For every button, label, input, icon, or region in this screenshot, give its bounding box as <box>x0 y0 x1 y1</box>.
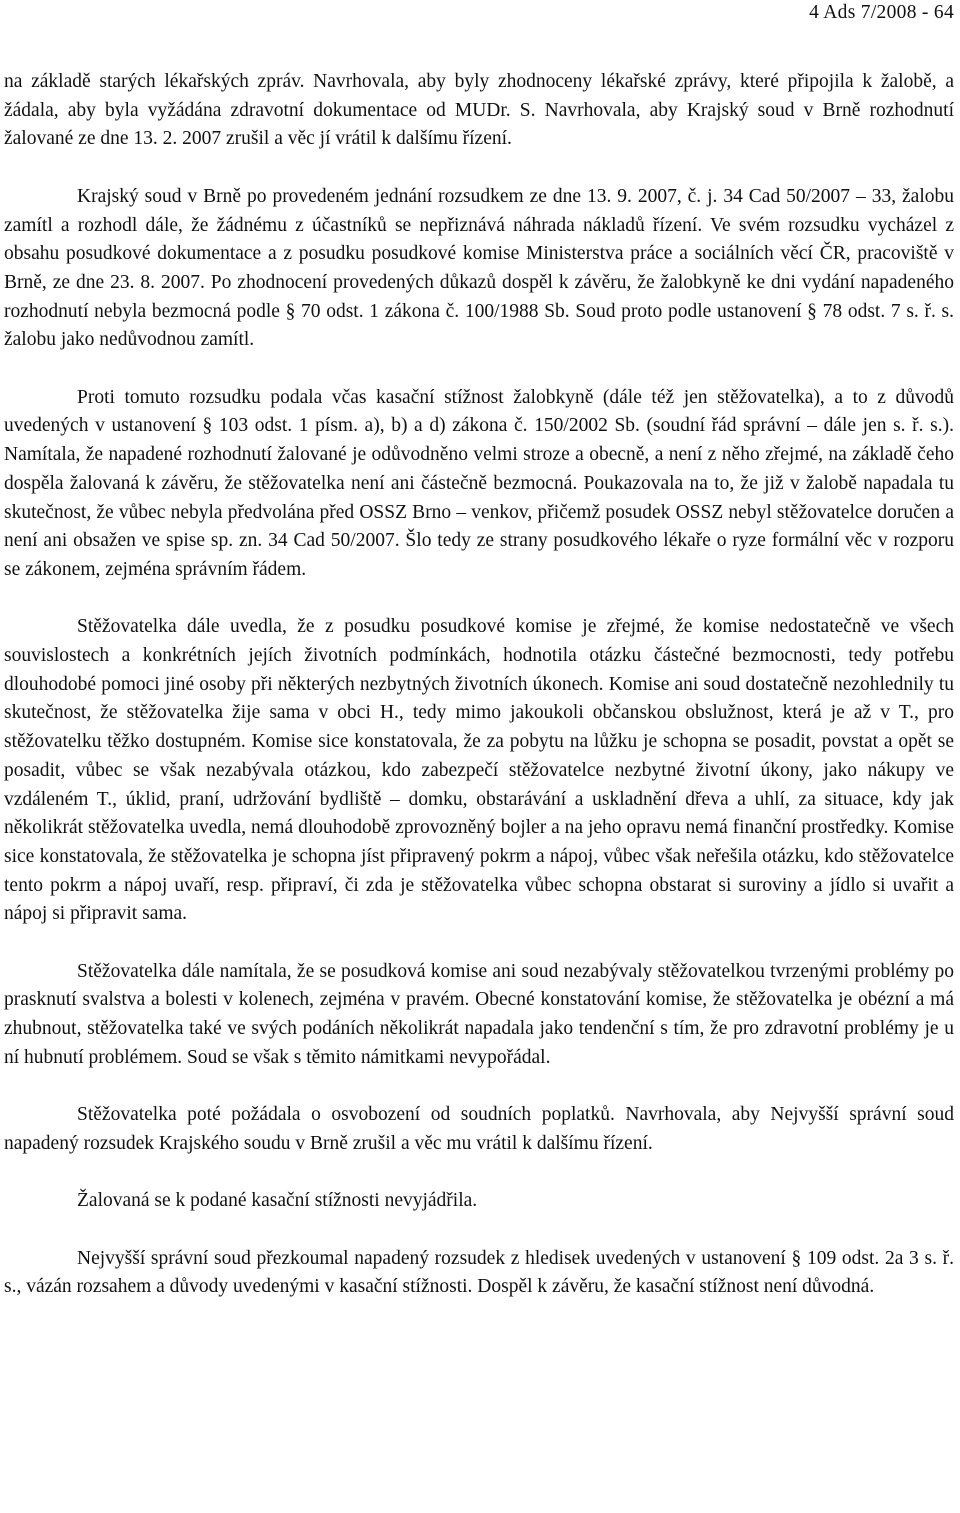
paragraph-8: Nejvyšší správní soud přezkoumal napadený rozsudek z hledisek uvedených v ustanovení § 109 odst. 2a 3 s. ř. s., vázán rozsahem a důvody uvedenými v kasační stížnosti. Dospěl k závěru, že kasační stížnost není důvodná. <box>4 1247 954 1298</box>
case-number-header: 4 Ads 7/2008 - 64 <box>809 2 954 23</box>
paragraph-1: na základě starých lékařských zpráv. Navrhovala, aby byly zhodnoceny lékařské zprávy, které připojila k žalobě, a žádala, aby byla vyžádána zdravotní dokumentace od MUDr. S. Navrhovala, aby Krajský soud v Brně rozhodnutí žalované ze dne 13. 2. 2007 zrušil a věc jí vrátil k dalšímu řízení. <box>4 71 954 150</box>
paragraph-6: Stěžovatelka poté požádala o osvobození od soudních poplatků. Navrhovala, aby Nejvyšší správní soud napadený rozsudek Krajského soudu v Brně zrušil a věc mu vrátil k dalšímu řízení. <box>4 1104 954 1154</box>
paragraph-2: Krajský soud v Brně po provedeném jednání rozsudkem ze dne 13. 9. 2007, č. j. 34 Cad 50/2007 – 33, žalobu zamítl a rozhodl dále, že žádnému z účastníků se nepřiznává náhrada nákladů řízení. Ve svém rozsudku vycházel z obsahu posudkové dokumentace a z posudku posudkové komise Ministerstva práce a sociálních věcí ČR, pracoviště v Brně, ze dne 23. 8. 2007. Po zhodnocení provedených důkazů dospěl k závěru, že žalobkyně ke dni vydání napadeného rozhodnutí nebyla bezmocná podle § 70 odst. 1 zákona č. 100/1988 Sb. Soud proto podle ustanovení § 78 odst. 7 s. ř. s. žalobu jako nedůvodnou zamítl. <box>4 185 954 351</box>
paragraph-5: Stěžovatelka dále namítala, že se posudková komise ani soud nezabývaly stěžovatelkou tvrzenými problémy po prasknutí svalstva a bolesti v kolenech, zejména v pravém. Obecné konstatování komise, že stěžovatelka je obézní a má zhubnout, stěžovatelka také ve svých podáních několikrát napadala jako tendenční s tím, že pro zdravotní problémy je u ní hubnutí problémem. Soud se však s těmito námitkami nevypořádal. <box>4 960 954 1068</box>
paragraph-7: Žalovaná se k podané kasační stížnosti nevyjádřila. <box>77 1190 478 1212</box>
paragraph-4: Stěžovatelka dále uvedla, že z posudku posudkové komise je zřejmé, že komise nedostatečně ve všech souvislostech a konkrétních jejích životních podmínkách, hodnotila otázku částečné bezmocnosti, tedy potřebu dlouhodobé pomoci jiné osoby při některých nezbytných životních úkonech. Komise ani soud dostatečně nezohlednily tu skutečnost, že stěžovatelka žije sama v obci H., tedy mimo jakoukoli občanskou obslužnost, která je až v T., pro stěžovatelku těžko dostupném. Komise sice konstatovala, že za pobytu na lůžku je schopna se posadit, povstat a opět se posadit, vůbec se však nezabývala otázkou, kdo zabezpečí stěžovatelce nezbytné životní úkony, jako nákupy ve vzdáleném T., úklid, praní, udržování bydliště – domku, obstarávání a uskladnění dřeva a uhlí, za situace, kdy jak několikrát stěžovatelka uvedla, nemá dlouhodobě zprovozněný bojler a na jeho opravu nemá finanční prostředky. Komise sice konstatovala, že stěžovatelka je schopna jíst připravený pokrm a nápoj, vůbec však neřešila otázku, kdo stěžovatelce tento pokrm a nápoj uvaří, resp. připraví, či zda je stěžovatelka vůbec schopna obstarat si suroviny a jídlo si uvařit a nápoj si připravit sama. <box>4 616 954 925</box>
paragraph-3: Proti tomuto rozsudku podala včas kasační stížnost žalobkyně (dále též jen stěžovatelka), a to z důvodů uvedených v ustanovení § 103 odst. 1 písm. a), b) a d) zákona č. 150/2002 Sb. (soudní řád správní – dále jen s. ř. s.). Namítala, že napadené rozhodnutí žalované je odůvodněno velmi stroze a obecně, a není z něho zřejmé, na základě čeho dospěla žalovaná k závěru, že stěžovatelka není ani částečně bezmocná. Poukazovala na to, že již v žalobě napadala tu skutečnost, že vůbec nebyla předvolána před OSSZ Brno – venkov, přičemž posudek OSSZ nebyl stěžovatelce doručen a není ani obsažen ve spise sp. zn. 34 Cad 50/2007. Šlo tedy ze strany posudkového lékaře o ryze formální věc v rozporu se zákonem, zejména správním řádem. <box>4 386 954 580</box>
document-body <box>4 68 954 1331</box>
